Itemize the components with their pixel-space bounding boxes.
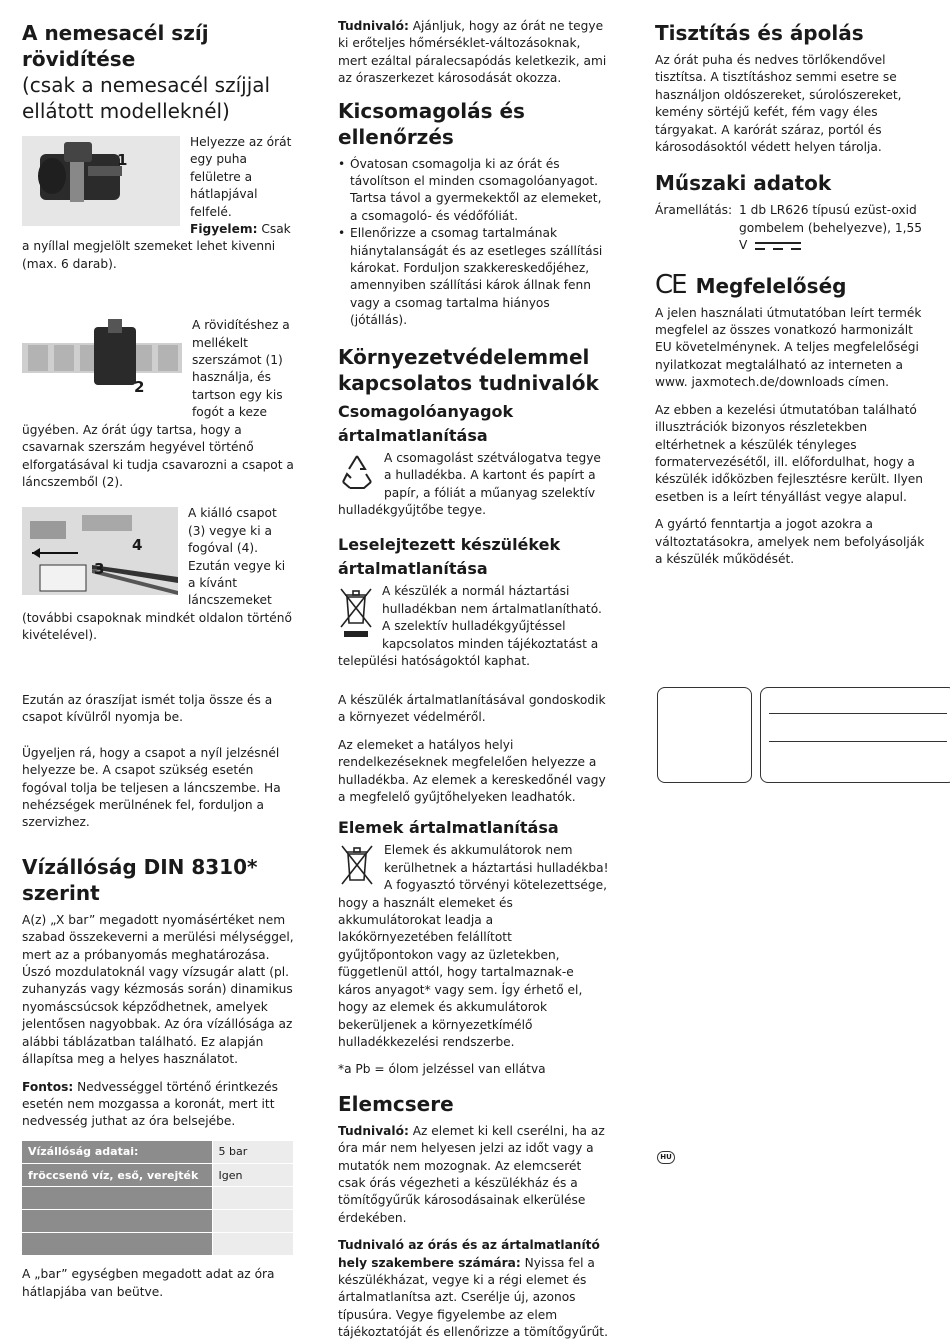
crossed-battery-bin-icon: [338, 844, 376, 886]
water-title: Vízállóság DIN 8310* szerint: [22, 854, 258, 905]
language-badge: HU: [657, 1151, 675, 1164]
replace-pro-text: Nyissa fel a készülékházat, vegye ki a régi elemet és ártalmatlanítsa azt. Cserélje új, azonos típusúra. Vegye figyelembe az elem tájékoztatóját és ellenőrizze a tömítőgyűrűt.: [338, 1255, 608, 1340]
list-item: • Óvatosan csomagolja ki az órát és távolítson el minden csomagolóanyagot. Tartsa távol a gyermekektől az elemeket, a csomagoló- és védőfóliát.: [338, 156, 610, 226]
dc-symbol-icon: [755, 240, 801, 252]
step1-warning-text: Csak a nyíllal megjelölt szemeket lehet kivenni (max. 6 darab).: [22, 222, 291, 271]
power-label: Áramellátás:: [655, 203, 733, 218]
replace-title: Elemcsere: [338, 1091, 454, 1116]
column-3-top: [655, 20, 927, 578]
column-2-top: [338, 18, 610, 680]
figure-number-3: 3: [94, 560, 105, 579]
table-row: [22, 1187, 293, 1210]
figure-number-1: 1: [117, 151, 128, 169]
conformity-text-1: A jelen használati útmutatóban leírt termék megfelel az összes vonatkozó harmonizált EU követelménynek. A teljes megfelelőségi nyilatkozat megtalálható az interneten a www. jaxmotech.de/downloads címen.: [655, 305, 922, 390]
step5-text: Ügyeljen rá, hogy a csapot a nyíl jelzésnél helyezze be. A csapot szükség esetén fogóval tolja be teljesen a láncszembe. Ha nehézségek merülnének fel, forduljon a szervizhez.: [22, 745, 281, 830]
table-row: [22, 1233, 293, 1256]
waste-text-3: Az elemeket a hatályos helyi rendelkezéseknek megfelelően helyezze a hulladékba. Az elemek a kereskedőnél vagy a megfelelő gyűjtőhelyeken leadhatók.: [338, 737, 606, 805]
tool-figure: [22, 136, 180, 226]
waste-title: Leselejtezett készülékek ártalmatlanítása: [338, 535, 561, 579]
replace-pro-label: Tudnivaló az órás és az ártalmatlanító hely szakembere számára:: [338, 1238, 600, 1270]
battery-text: Elemek és akkumulátorok nem kerülhetnek a háztartási hulladékba! A fogyasztó törvényi kötelezettsége, hogy a használt elemeket és akkumulátorokat leadja a lakókörnyezetében felállított gyűjtőpontokon vagy az üzletekben, függetlenül attól, hogy tartalmaznak-e káros anyagot* vagy sem. Így érhető el, hogy az elemek és akkumulátorok bekerüljenek a környezetkímélő hulladékkezelési rendszerbe.: [338, 843, 609, 1049]
packaging-text: A csomagolást szétválogatva tegye a hulladékba. A kartont és papírt a papír, a fóliát a műanyag szelektív hulladékgyűjtőbe tegye.: [338, 450, 601, 517]
battery-footnote: *a Pb = ólom jelzéssel van ellátva: [338, 1062, 546, 1077]
figure-number-4: 4: [132, 536, 143, 555]
column-2-bottom: [338, 692, 610, 1344]
list-item: • Ellenőrizze a csomag tartalmának hiánytalanságát és az esetleges szállítási károkat. Forduljon szakkereskedőjéhez, amennyiben szállítási károk állnak fenn vagy a csomag tartalma hiányos (jótállás).: [338, 225, 610, 329]
packaging-title: Csomagolóanyagok ártalmatlanítása: [338, 401, 514, 445]
table-row: fröccsenő víz, eső, verejték Igen: [22, 1164, 293, 1187]
replace-note-text: Az elemet ki kell cserélni, ha az óra már nem helyesen jelzi az időt vagy a mutatók nem mozognak. Az elemcserét csak órás végezheti a készülékház és a tömítőgyűrűk károsodásainak elkerülése érdekében.: [338, 1123, 605, 1225]
info-box: [760, 687, 950, 783]
water-important-text: Nedvességgel történő érintkezés esetén nem mozgassa a koronát, mert itt nedvesség juthat az óra belsejébe.: [22, 1079, 278, 1129]
waste-text-2: A készülék ártalmatlanításával gondoskodik a környezet védelméről.: [338, 693, 606, 725]
replace-note-label: Tudnivaló:: [338, 1123, 409, 1138]
table-row: Vízállóság adatai: 5 bar: [22, 1141, 293, 1164]
env-title: Környezetvédelemmel kapcsolatos tudnivalók: [338, 344, 599, 395]
water-resistance-table: [22, 1141, 293, 1257]
strap-section: [22, 20, 294, 655]
unpack-list: [338, 156, 610, 330]
unpack-title: Kicsomagolás és ellenőrzés: [338, 98, 525, 149]
water-text: A(z) „X bar” megadott nyomásértéket nem szabad összekeverni a merülési mélységgel, mert az a próbanyomás meghatározása. Úszó mozdulatoknál vagy vízsugár alatt (pl. zuhanyzás vagy kézmosás során) dinamikus nyomáscsúcsok képződhetnek, amelyek jelentősen nagyobbak. Az óra vízállósága az alábbi táblázatban található. Ez alapján állapítsa meg a helyes használatot.: [22, 912, 294, 1067]
step1-text: Helyezze az órát egy puha felületre a hátlapjával felfelé.: [190, 135, 292, 219]
power-value: 1 db LR626 típusú ezüst-oxid gombelem (behelyezve), 1,55 V: [739, 203, 922, 253]
note-label: Tudnivaló:: [338, 19, 409, 33]
ce-mark-icon: CE: [655, 269, 686, 300]
bracelet-figure: [22, 319, 182, 401]
pliers-figure: [22, 507, 178, 595]
step1-warning-label: Figyelem:: [190, 222, 258, 237]
care-title: Tisztítás és ápolás: [655, 21, 864, 45]
strap-subtitle: (csak a nemesacél szíjjal ellátott modelleknél): [22, 73, 271, 123]
stamp-box: [657, 687, 752, 783]
strap-title: A nemesacél szíj rövidítése (csak a nemesacél szíjjal ellátott modelleknél): [22, 20, 294, 124]
conformity-text-3: A gyártó fenntartja a jogot azokra a változtatásokra, amelyek nem befolyásolják a készülék működését.: [655, 517, 925, 566]
figure-number-2: 2: [134, 378, 145, 397]
water-important-label: Fontos:: [22, 1079, 74, 1094]
step4-text: Ezután az óraszíjat ismét tolja össze és a csapot kívülről nyomja be.: [22, 693, 273, 725]
waste-text: A készülék a normál háztartási hulladékban nem ártalmatlanítható. A szelektív hulladékgyűjtéssel kapcsolatos minden tájékoztatást a települési hatóságoktól kaphat.: [338, 584, 602, 668]
care-text: Az órát puha és nedves törlőkendővel tisztítsa. A tisztításhoz semmi esetre se használjon oldószereket, súrolószereket, kemény sörtéjű kefét, fém vagy éles tárgyakat. A karórát száraz, portól és károsodásoktól védett helyen tárolja.: [655, 53, 902, 155]
stamp-boxes: [657, 687, 950, 783]
note-text: Ajánljuk, hogy az órát ne tegye ki erőteljes hőmérséklet-változásoknak, mert ezáltal páralecsapódás keletkezik, ami az óraszerkezet károsodását okozza.: [338, 19, 607, 86]
crossed-bin-icon: [338, 585, 374, 639]
recycle-icon: [338, 452, 376, 492]
step3-text: A kiálló csapot (3) vegye ki a fogóval (4). Ezután vegye ki a kívánt láncszemeket (további csapoknak mindkét oldalon történő kivételével).: [22, 506, 292, 643]
power-spec: [655, 202, 927, 254]
tech-title: Műszaki adatok: [655, 171, 832, 196]
battery-title: Elemek ártalmatlanítása: [338, 818, 559, 838]
table-row: [22, 1210, 293, 1233]
step2-text: A rövidítéshez a mellékelt szerszámot (1) használja, és tartson egy kis fogót a keze ügyében. Az órát úgy tartsa, hogy a csavarnak szerszám hegyével történő elforgatásával ki tudja csavarozni a csapot a láncszemből (2).: [22, 318, 294, 489]
conformity-text-2: Az ebben a kezelési útmutatóban található illusztrációk bizonyos részletekben eltérhetnek a készülék tényleges formatervezésétől, ill. előfordulhat, hogy a készülék időközben fejlesztésre került. Ilyen esetben is a leírt tényállást vegye alapul.: [655, 402, 924, 504]
conformity-title: Megfelelőség: [695, 273, 847, 298]
water-footer: A „bar” egységben megadott adat az óra hátlapjába van beütve.: [22, 1267, 275, 1299]
strap-continued: [22, 692, 294, 1311]
